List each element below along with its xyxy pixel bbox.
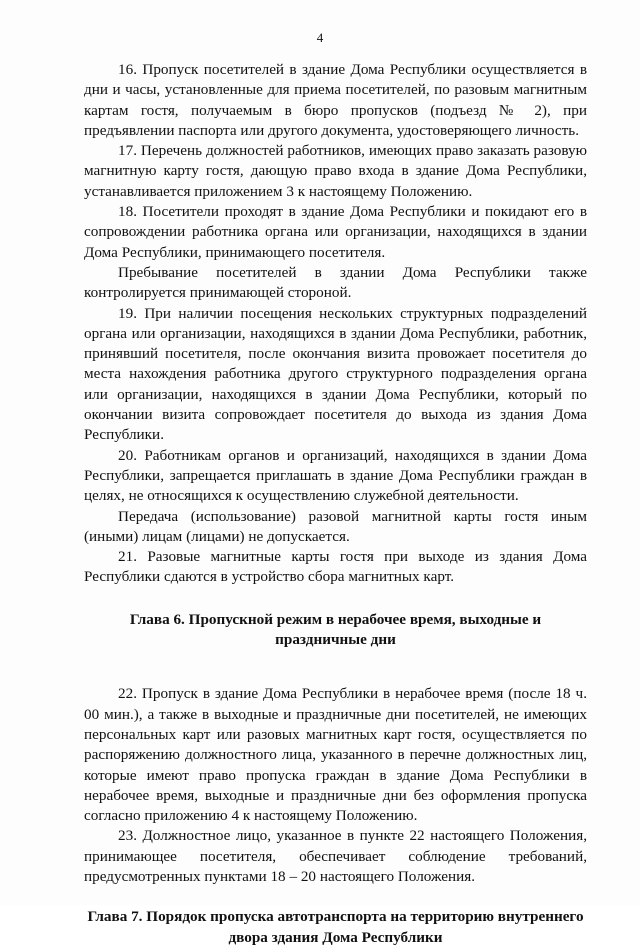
paragraph-18: 18. Посетители проходят в здание Дома Республики и покидают его в сопровождении работника органа или организации, находящихся в здании Дома Республики, принимающего посетителя.	[84, 203, 587, 261]
paragraph-18-continued: Пребывание посетителей в здании Дома Республики также контролируется принимающей стороной.	[84, 263, 587, 302]
document-body	[84, 60, 587, 948]
paragraph-16: 16. Пропуск посетителей в здание Дома Республики осуществляется в дни и часы, установленные для приема посетителей, по разовым магнитным картам гостя, получаемым в бюро пропусков (подъезд № 2), при предъявлении паспорта или другого документа, удостоверяющего личность.	[84, 61, 587, 139]
chapter-7-heading: Глава 7. Порядок пропуска автотранспорта на территорию внутреннего двора здания Дома Республики	[87, 908, 584, 946]
paragraph-21: 21. Разовые магнитные карты гостя при выходе из здания Дома Республики сдаются в устройство сбора магнитных карт.	[84, 548, 587, 586]
paragraph-17: 17. Перечень должностей работников, имеющих право заказать разовую магнитную карту гостя, дающую право входа в здание Дома Республики, устанавливается приложением 3 к настоящему Положению.	[84, 142, 587, 200]
paragraph-20-continued: Передача (использование) разовой магнитной карты гостя иным (иными) лицам (лицами) не допускается.	[84, 507, 587, 545]
chapter-6-heading: Глава 6. Пропускной режим в нерабочее время, выходные и праздничные дни	[129, 610, 542, 649]
paragraph-23: 23. Должностное лицо, указанное в пункте 22 настоящего Положения, принимающее посетителя, обеспечивает соблюдение требований, предусмотренных пунктами 18 – 20 настоящего Положения.	[84, 827, 587, 885]
paragraph-22: 22. Пропуск в здание Дома Республики в нерабочее время (после 18 ч. 00 мин.), а также в выходные и праздничные дни посетителей, не имеющих персональных карт или разовых магнитных карт гостя, осуществляется по распоряжению должностного лица, указанного в перечне должностных лиц, которые имеют право пропуска граждан в здание Дома Республики в нерабочее время, выходные и праздничные дни без оформления пропуска согласно приложению 4 к настоящему Положению.	[84, 685, 587, 825]
page-number: 4	[316, 30, 324, 45]
paragraph-20: 20. Работникам органов и организаций, находящихся в здании Дома Республики, запрещается приглашать в здание Дома Республики граждан в целях, не относящихся к осуществлению служебной деятельности.	[84, 446, 587, 505]
paragraph-19: 19. При наличии посещения нескольких структурных подразделений органа или организации, находящихся в здании Дома Республики, работник, принявший посетителя, после окончания визита провожает посетителя до места нахождения работника другого структурного подразделения органа или организации, находящихся в здании Дома Республики, который по окончании визита сопровождает посетителя до выхода из здания Дома Республики.	[84, 304, 587, 444]
